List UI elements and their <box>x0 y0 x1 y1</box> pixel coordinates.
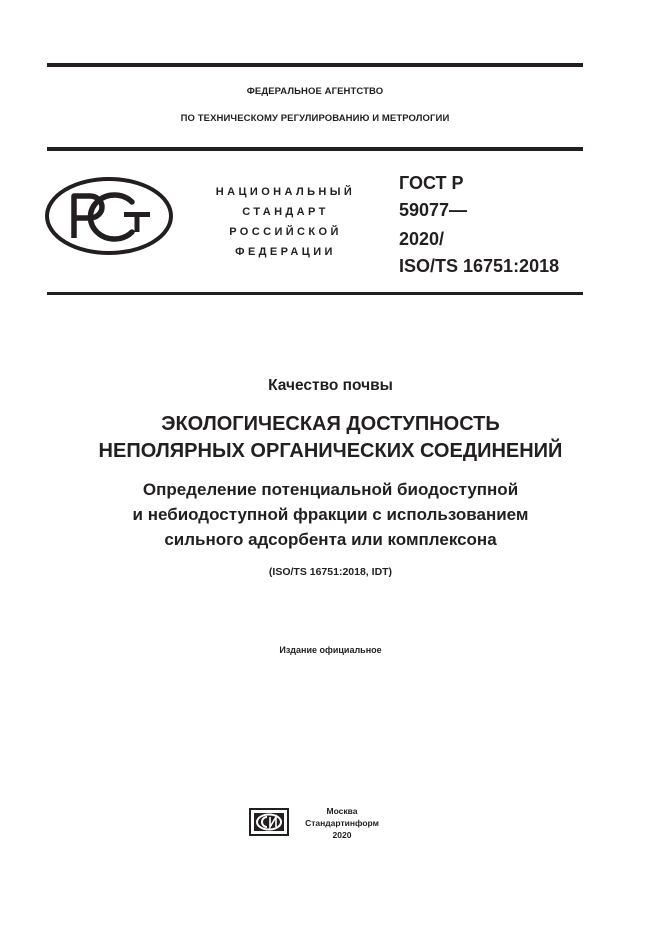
national-standard-line-1: НАЦИОНАЛЬНЫЙ <box>215 186 356 198</box>
document-subtitle-line-2: и небиодоступной фракции с использованием <box>132 505 529 524</box>
agency-name-line-1: ФЕДЕРАЛЬНОЕ АГЕНТСТВО <box>246 86 384 97</box>
standard-designation-line-4: ISO/TS 16751:2018 <box>399 256 560 276</box>
document-title-line-2: НЕПОЛЯРНЫХ ОРГАНИЧЕСКИХ СОЕДИНЕНИЙ <box>98 440 563 462</box>
national-standard-line-3: РОССИЙСКОЙ <box>229 226 342 238</box>
publisher-city: Москва <box>326 806 358 816</box>
iso-identity: (ISO/TS 16751:2018, IDT) <box>268 566 393 578</box>
publication-year: 2020 <box>332 830 352 840</box>
top-rule <box>47 63 583 67</box>
agency-name-line-2: ПО ТЕХНИЧЕСКОМУ РЕГУЛИРОВАНИЮ И МЕТРОЛОГИИ <box>180 113 450 124</box>
standard-designation-line-2: 59077— <box>399 200 468 220</box>
document-title-line-1: ЭКОЛОГИЧЕСКАЯ ДОСТУПНОСТЬ <box>161 413 500 435</box>
block-bottom-rule <box>47 292 583 295</box>
publisher-name: Стандартинформ <box>305 818 379 828</box>
standard-designation-line-1: ГОСТ Р <box>399 173 464 193</box>
document-subtitle-line-1: Определение потенциальной биодоступной <box>142 480 519 499</box>
standard-designation-line-3: 2020/ <box>399 229 445 249</box>
rst-certification-mark-icon <box>44 176 174 256</box>
header-divider-rule <box>47 147 583 151</box>
edition-label: Издание официальное <box>279 645 382 655</box>
national-standard-line-4: ФЕДЕРАЦИИ <box>235 246 336 258</box>
standartinform-logo-icon <box>249 808 289 836</box>
document-subject: Качество почвы <box>268 377 393 394</box>
national-standard-line-2: СТАНДАРТ <box>242 206 329 218</box>
document-subtitle-line-3: сильного адсорбента или комплексона <box>164 530 497 549</box>
